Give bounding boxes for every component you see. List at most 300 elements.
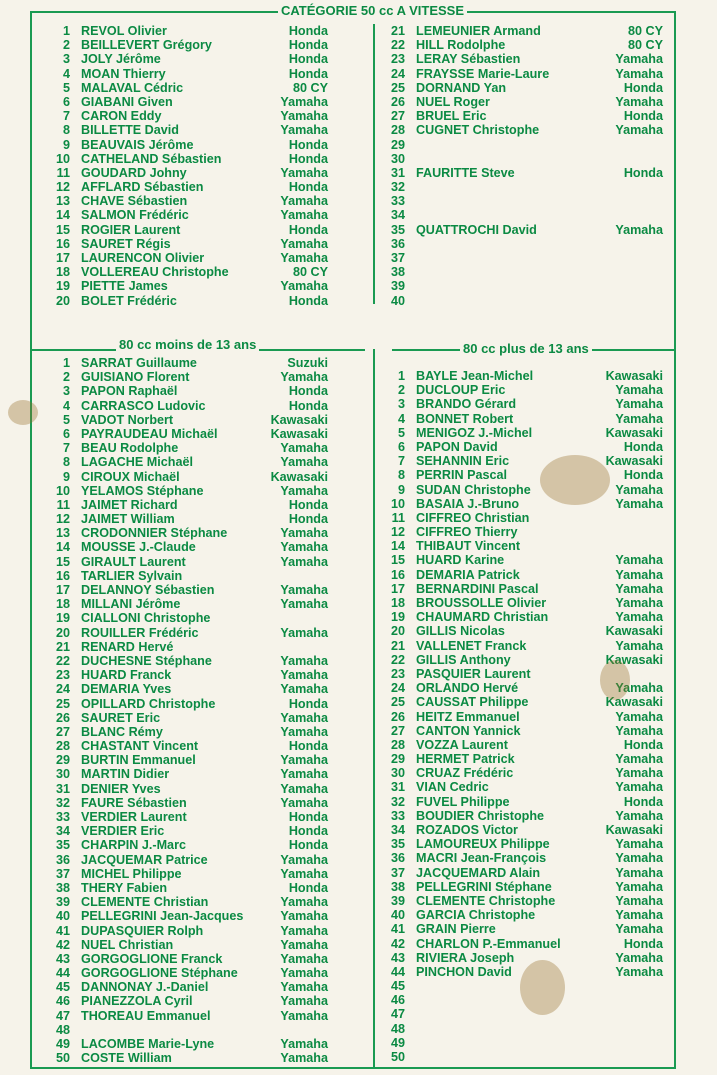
motorcycle-make: Yamaha: [615, 893, 663, 908]
entry-number: 35: [390, 837, 405, 852]
rider-name: VOZZA Laurent: [416, 737, 508, 752]
entry-number: 1: [397, 369, 405, 383]
entry-number: 20: [55, 625, 70, 640]
list-item: [30, 938, 328, 952]
motorcycle-make: Yamaha: [280, 94, 328, 109]
entry-number: 7: [62, 441, 70, 456]
rider-name: SEHANNIN Eric: [416, 454, 510, 469]
entry-number: 4: [62, 66, 70, 81]
list-item: [30, 470, 328, 484]
motorcycle-make: Yamaha: [280, 597, 328, 612]
list-item: [30, 583, 328, 597]
list-item: [30, 166, 328, 180]
entry-number: 10: [55, 151, 70, 166]
motorcycle-make: Yamaha: [280, 866, 328, 881]
motorcycle-make: Honda: [623, 439, 663, 454]
entry-number: 39: [55, 895, 70, 910]
motorcycle-make: Yamaha: [280, 923, 328, 938]
rider-name: THIBAUT Vincent: [416, 539, 521, 554]
entry-number: 15: [55, 554, 70, 569]
list-item: [30, 838, 328, 852]
motorcycle-make: Yamaha: [615, 780, 663, 795]
list-item: [365, 553, 663, 567]
rider-name: GILLIS Nicolas: [416, 624, 505, 639]
list-item: [365, 24, 663, 38]
list-item: [365, 95, 663, 109]
entry-number: 39: [390, 279, 405, 294]
motorcycle-make: Yamaha: [615, 496, 663, 511]
motorcycle-make: Yamaha: [280, 455, 328, 470]
rider-name: LAMOUREUX Philippe: [416, 837, 550, 852]
motorcycle-make: Yamaha: [280, 279, 328, 294]
list-item: [30, 38, 328, 52]
list-item: [365, 922, 663, 936]
list-item: [30, 455, 328, 469]
entry-number: 50: [390, 1050, 405, 1064]
rider-name: FRAYSSE Marie-Laure: [416, 66, 550, 81]
list-item: [365, 738, 663, 752]
rider-name: MARTIN Didier: [81, 767, 170, 782]
motorcycle-make: Honda: [288, 52, 328, 67]
rider-name: ROUILLER Frédéric: [81, 625, 199, 640]
motorcycle-make: Yamaha: [615, 638, 663, 653]
list-item: [30, 441, 328, 455]
entry-number: 40: [55, 909, 70, 924]
entry-number: 14: [390, 539, 405, 554]
list-item: [30, 223, 328, 237]
list-item: [365, 568, 663, 582]
list-item: [30, 498, 328, 512]
motorcycle-make: Yamaha: [615, 567, 663, 582]
entry-number: 13: [55, 526, 70, 541]
entry-number: 22: [55, 653, 70, 668]
motorcycle-make: 80 CY: [292, 80, 328, 95]
list-item: [30, 1037, 328, 1051]
entry-number: 27: [390, 723, 405, 738]
motorcycle-make: Yamaha: [615, 482, 663, 497]
motorcycle-make: Yamaha: [280, 236, 328, 251]
entry-number: 20: [390, 624, 405, 639]
motorcycle-make: Honda: [623, 165, 663, 180]
motorcycle-make: Honda: [288, 398, 328, 413]
rider-name: TARLIER Sylvain: [81, 568, 183, 583]
list-item: [30, 265, 328, 279]
motorcycle-make: Honda: [288, 512, 328, 527]
rider-name: HUARD Franck: [81, 668, 172, 683]
list-item: [30, 753, 328, 767]
entry-number: 16: [390, 567, 405, 582]
list-item: [365, 1050, 663, 1064]
entry-number: 24: [55, 682, 70, 697]
motorcycle-make: Honda: [288, 497, 328, 512]
cat50-title: CATÉGORIE 50 cc A VITESSE: [278, 3, 467, 18]
entry-number: 26: [390, 94, 405, 109]
entry-number: 37: [55, 866, 70, 881]
entry-number: 29: [55, 753, 70, 768]
list-item: [30, 194, 328, 208]
entry-number: 2: [62, 370, 70, 385]
list-item: [30, 356, 328, 370]
list-item: [30, 555, 328, 569]
rider-name: VIAN Cedric: [416, 780, 489, 795]
rider-name: PASQUIER Laurent: [416, 666, 531, 681]
list-item: [30, 952, 328, 966]
list-item: [365, 1022, 663, 1036]
entry-number: 22: [390, 38, 405, 53]
list-item: [365, 823, 663, 837]
motorcycle-make: Kawasaki: [270, 426, 328, 441]
rider-name: BRANDO Gérard: [416, 397, 517, 412]
motorcycle-make: Honda: [288, 137, 328, 152]
rider-name: LAGACHE Michaël: [81, 455, 193, 470]
rider-name: ROGIER Laurent: [81, 222, 181, 237]
rider-name: CHAUMARD Christian: [416, 610, 549, 625]
rider-name: HERMET Patrick: [416, 752, 515, 767]
list-item: [30, 540, 328, 554]
stain: [8, 400, 38, 425]
list-item: [365, 539, 663, 553]
rider-name: BERNARDINI Pascal: [416, 581, 539, 596]
motorcycle-make: Yamaha: [615, 610, 663, 625]
list-item: [30, 924, 328, 938]
entry-number: 27: [390, 109, 405, 124]
motorcycle-make: Yamaha: [615, 52, 663, 67]
list-item: [30, 95, 328, 109]
entry-number: 31: [390, 165, 405, 180]
motorcycle-make: Honda: [288, 384, 328, 399]
rider-name: MALAVAL Cédric: [81, 80, 184, 95]
motorcycle-make: Yamaha: [280, 583, 328, 597]
rider-name: JACQUEMAR Patrice: [81, 852, 208, 867]
list-item: [30, 597, 328, 611]
entry-number: 7: [397, 454, 405, 469]
list-item: [30, 824, 328, 838]
motorcycle-make: Kawasaki: [605, 823, 663, 837]
entry-number: 5: [397, 425, 405, 440]
motorcycle-make: Kawasaki: [605, 425, 663, 440]
list-item: [30, 853, 328, 867]
motorcycle-make: Yamaha: [280, 668, 328, 683]
entry-number: 18: [55, 597, 70, 612]
list-item: [30, 980, 328, 994]
rider-name: CIROUX Michaël: [81, 469, 180, 484]
entry-number: 49: [55, 1037, 70, 1051]
list-item: [30, 67, 328, 81]
motorcycle-make: Yamaha: [280, 1051, 328, 1066]
list-item: [365, 639, 663, 653]
rider-name: BAYLE Jean-Michel: [416, 369, 534, 383]
entry-number: 3: [62, 384, 70, 399]
motorcycle-make: Yamaha: [280, 165, 328, 180]
rider-name: THERY Fabien: [81, 880, 168, 895]
list-item: [365, 369, 663, 383]
list-item: [365, 180, 663, 194]
entry-number: 15: [390, 553, 405, 568]
entry-number: 48: [55, 1022, 70, 1037]
motorcycle-make: Honda: [288, 810, 328, 824]
rider-name: SARRAT Guillaume: [81, 356, 197, 370]
motorcycle-make: Honda: [623, 936, 663, 951]
entry-number: 39: [390, 893, 405, 908]
rider-name: DEMARIA Yves: [81, 682, 172, 697]
motorcycle-make: Yamaha: [615, 879, 663, 894]
list-item: [30, 725, 328, 739]
list-item: [365, 38, 663, 52]
rider-name: BURTIN Emmanuel: [81, 753, 196, 768]
motorcycle-make: Yamaha: [280, 980, 328, 995]
rider-name: LAURENCON Olivier: [81, 251, 205, 265]
list-item: [30, 251, 328, 265]
rider-name: CIFFREO Thierry: [416, 525, 518, 540]
motorcycle-make: Yamaha: [280, 951, 328, 966]
rider-name: ROZADOS Victor: [416, 823, 518, 837]
motorcycle-make: Yamaha: [280, 895, 328, 910]
list-item: [365, 138, 663, 152]
entry-number: 33: [390, 194, 405, 209]
cat80minus-title: 80 cc moins de 13 ans: [116, 337, 259, 352]
motorcycle-make: Kawasaki: [605, 624, 663, 639]
entry-number: 32: [55, 795, 70, 810]
rider-name: OPILLARD Christophe: [81, 696, 216, 711]
entry-number: 24: [390, 66, 405, 81]
list-item: [30, 1051, 328, 1065]
entry-number: 9: [62, 469, 70, 484]
list-item: [30, 966, 328, 980]
list-item: [365, 993, 663, 1007]
list-item: [30, 909, 328, 923]
motorcycle-make: Yamaha: [615, 808, 663, 823]
entry-number: 20: [55, 293, 70, 308]
motorcycle-make: Yamaha: [615, 94, 663, 109]
rider-name: RENARD Hervé: [81, 639, 174, 654]
entry-number: 19: [55, 279, 70, 294]
motorcycle-make: Yamaha: [280, 483, 328, 498]
motorcycle-make: Yamaha: [280, 909, 328, 924]
cat50-left-list: [30, 24, 328, 308]
motorcycle-make: Yamaha: [280, 1008, 328, 1023]
list-item: [365, 440, 663, 454]
entry-number: 43: [390, 950, 405, 965]
motorcycle-make: Yamaha: [615, 397, 663, 412]
list-item: [365, 123, 663, 137]
rider-name: CLEMENTE Christian: [81, 895, 209, 910]
rider-name: GOUDARD Johny: [81, 165, 187, 180]
motorcycle-make: Yamaha: [615, 553, 663, 568]
motorcycle-make: Yamaha: [280, 1037, 328, 1051]
list-item: [30, 654, 328, 668]
list-item: [365, 52, 663, 66]
rider-name: CAUSSAT Philippe: [416, 695, 529, 710]
entry-number: 8: [62, 123, 70, 138]
motorcycle-make: Yamaha: [280, 852, 328, 867]
rider-name: BROUSSOLLE Olivier: [416, 596, 547, 610]
entry-number: 19: [390, 610, 405, 625]
entry-number: 11: [391, 510, 405, 525]
entry-number: 23: [390, 666, 405, 681]
entry-number: 8: [397, 468, 405, 483]
rider-name: GRAIN Pierre: [416, 922, 496, 937]
cat80minus-list: [30, 356, 328, 1065]
rider-name: GILLIS Anthony: [416, 652, 511, 667]
entry-number: 21: [390, 24, 405, 38]
entry-number: 35: [55, 838, 70, 853]
rider-name: CHARLON P.-Emmanuel: [416, 936, 561, 951]
entry-number: 22: [390, 652, 405, 667]
entry-number: 37: [390, 865, 405, 880]
rider-name: JAIMET Richard: [81, 497, 178, 512]
list-item: [30, 384, 328, 398]
list-item: [30, 569, 328, 583]
rider-name: NUEL Roger: [416, 94, 490, 109]
entry-number: 46: [55, 994, 70, 1009]
list-item: [30, 123, 328, 137]
list-item: [365, 894, 663, 908]
rider-name: PIANEZZOLA Cyril: [81, 994, 193, 1009]
list-item: [365, 880, 663, 894]
entry-number: 40: [390, 293, 405, 308]
entry-number: 6: [62, 94, 70, 109]
entry-number: 41: [390, 922, 405, 937]
entry-number: 10: [390, 496, 405, 511]
entry-number: 32: [390, 180, 405, 195]
rider-name: COSTE William: [81, 1051, 172, 1066]
list-item: [30, 994, 328, 1008]
entry-number: 30: [390, 151, 405, 166]
list-item: [30, 1023, 328, 1037]
stain: [540, 455, 610, 505]
rider-name: PELLEGRINI Stéphane: [416, 879, 552, 894]
motorcycle-make: Honda: [288, 66, 328, 81]
entry-number: 8: [62, 455, 70, 470]
list-item: [365, 1007, 663, 1021]
list-item: [365, 208, 663, 222]
entry-number: 33: [390, 808, 405, 823]
rider-name: GARCIA Christophe: [416, 908, 536, 923]
rider-name: VERDIER Laurent: [81, 810, 187, 824]
rider-name: REVOL Olivier: [81, 24, 167, 38]
rider-name: HUARD Karine: [416, 553, 505, 568]
motorcycle-make: Yamaha: [615, 66, 663, 81]
motorcycle-make: Honda: [288, 739, 328, 754]
rider-name: BRUEL Eric: [416, 109, 487, 124]
rider-name: CLEMENTE Christophe: [416, 893, 556, 908]
motorcycle-make: Yamaha: [280, 795, 328, 810]
entry-number: 6: [397, 439, 405, 454]
cat50-right-list: [365, 24, 663, 308]
list-item: [30, 668, 328, 682]
rider-name: JAIMET William: [81, 512, 175, 527]
entry-number: 34: [55, 824, 70, 839]
list-item: [30, 526, 328, 540]
entry-number: 25: [390, 695, 405, 710]
list-item: [365, 511, 663, 525]
entry-number: 36: [390, 236, 405, 251]
rider-name: DELANNOY Sébastien: [81, 583, 215, 597]
motorcycle-make: Yamaha: [615, 709, 663, 724]
entry-number: 12: [55, 180, 70, 195]
list-item: [365, 412, 663, 426]
motorcycle-make: Honda: [288, 293, 328, 308]
rider-name: GUISIANO Florent: [81, 370, 190, 385]
rider-name: QUATTROCHI David: [416, 222, 537, 237]
motorcycle-make: Yamaha: [280, 540, 328, 555]
entry-number: 4: [397, 411, 405, 426]
entry-number: 40: [390, 908, 405, 923]
entry-number: 26: [55, 710, 70, 725]
entry-number: 31: [55, 781, 70, 796]
rider-name: PINCHON David: [416, 964, 512, 979]
motorcycle-make: Yamaha: [615, 766, 663, 781]
rider-name: MENIGOZ J.-Michel: [416, 425, 533, 440]
rider-name: DUPASQUIER Rolph: [81, 923, 204, 938]
motorcycle-make: Yamaha: [280, 710, 328, 725]
motorcycle-make: Honda: [623, 737, 663, 752]
rider-name: MICHEL Philippe: [81, 866, 182, 881]
list-item: [30, 640, 328, 654]
motorcycle-make: 80 CY: [292, 265, 328, 280]
list-item: [365, 610, 663, 624]
rider-name: JOLY Jérôme: [81, 52, 161, 67]
motorcycle-make: Kawasaki: [605, 369, 663, 383]
list-item: [365, 851, 663, 865]
rider-name: BEAUVAIS Jérôme: [81, 137, 194, 152]
list-item: [365, 265, 663, 279]
motorcycle-make: Yamaha: [615, 752, 663, 767]
motorcycle-make: Yamaha: [615, 411, 663, 426]
rider-name: CRUAZ Frédéric: [416, 766, 514, 781]
list-item: [30, 682, 328, 696]
list-item: [365, 795, 663, 809]
rider-name: VADOT Norbert: [81, 412, 174, 427]
stain: [520, 960, 565, 1015]
entry-number: 38: [390, 265, 405, 280]
list-item: [365, 908, 663, 922]
list-item: [365, 780, 663, 794]
entry-number: 42: [390, 936, 405, 951]
entry-number: 9: [62, 137, 70, 152]
entry-number: 23: [55, 668, 70, 683]
rider-name: CHAVE Sébastien: [81, 194, 188, 209]
entry-number: 16: [55, 236, 70, 251]
list-item: [365, 67, 663, 81]
entry-number: 28: [390, 123, 405, 138]
motorcycle-make: Yamaha: [615, 865, 663, 880]
motorcycle-make: Yamaha: [280, 724, 328, 739]
list-item: [365, 596, 663, 610]
entry-number: 29: [390, 752, 405, 767]
motorcycle-make: Yamaha: [615, 908, 663, 923]
motorcycle-make: Yamaha: [280, 526, 328, 541]
stain: [600, 660, 630, 700]
list-item: [365, 294, 663, 308]
list-item: [365, 223, 663, 237]
rider-name: GIABANI Given: [81, 94, 173, 109]
entry-number: 12: [55, 512, 70, 527]
motorcycle-make: Yamaha: [280, 753, 328, 768]
list-item: [365, 582, 663, 596]
rider-name: BILLETTE David: [81, 123, 179, 138]
entry-number: 35: [390, 222, 405, 237]
entry-number: 25: [390, 80, 405, 95]
entry-number: 17: [55, 251, 70, 265]
list-item: [365, 397, 663, 411]
entry-number: 15: [55, 222, 70, 237]
rider-name: ORLANDO Hervé: [416, 681, 519, 696]
list-item: [365, 426, 663, 440]
motorcycle-make: Yamaha: [615, 964, 663, 979]
list-item: [30, 711, 328, 725]
entry-number: 4: [62, 398, 70, 413]
